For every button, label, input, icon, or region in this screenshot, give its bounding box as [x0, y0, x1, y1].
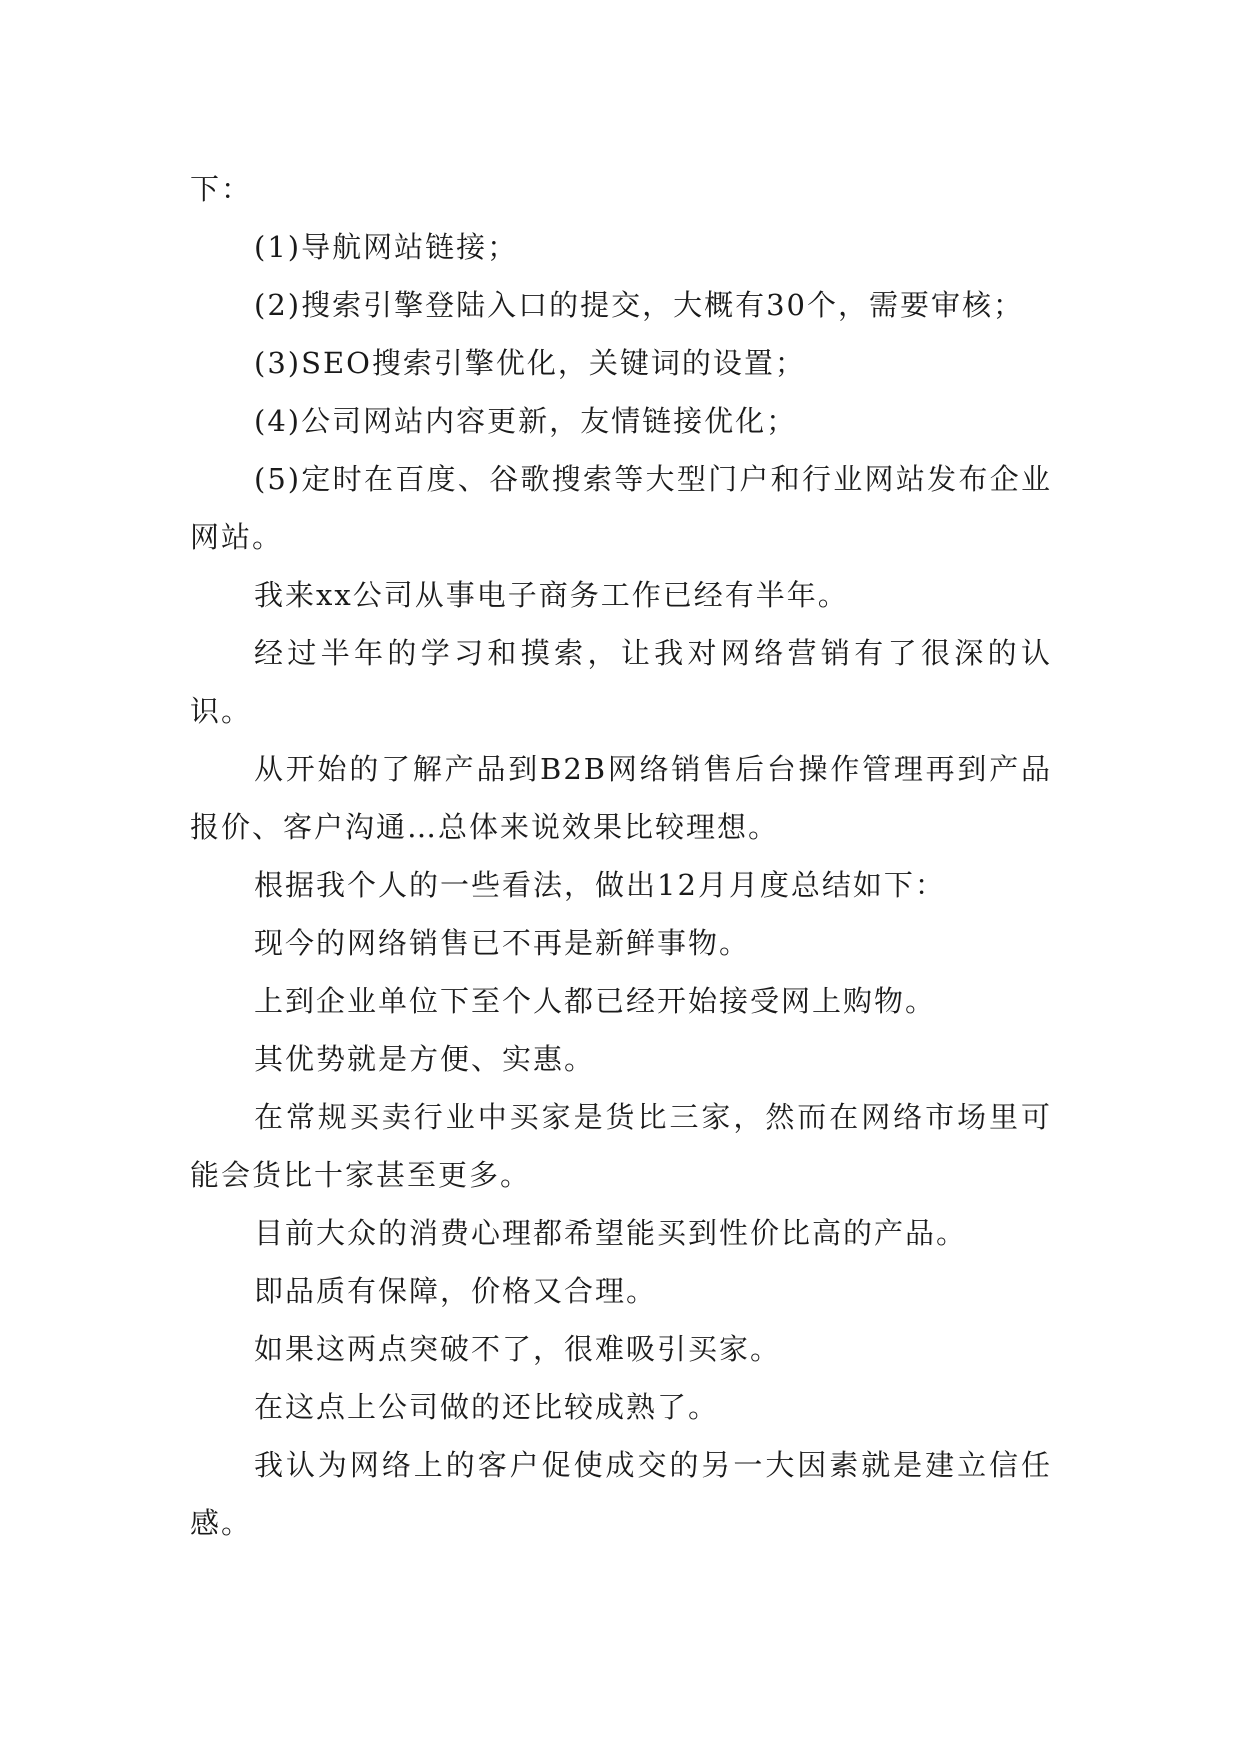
list-item: (3)SEO搜索引擎优化，关键词的设置； [254, 346, 806, 380]
paragraph: 如果这两点突破不了，很难吸引买家。 [254, 1332, 782, 1366]
paragraph: 根据我个人的一些看法，做出12月月度总结如下： [254, 868, 946, 902]
paragraph: 即品质有保障，价格又合理。 [254, 1274, 658, 1308]
paragraph: 我来xx公司从事电子商务工作已经有半年。 [254, 578, 849, 612]
paragraph: 上到企业单位下至个人都已经开始接受网上购物。 [254, 984, 937, 1018]
list-item: (1)导航网站链接； [254, 230, 519, 264]
paragraph: 在这点上公司做的还比较成熟了。 [254, 1390, 720, 1424]
paragraph: 从开始的了解产品到B2B网络销售后台操作管理再到产品报价、客户沟通…总体来说效果比较理想。 [190, 752, 1052, 844]
paragraph: 其优势就是方便、实惠。 [254, 1042, 596, 1076]
paragraph: 现今的网络销售已不再是新鲜事物。 [254, 926, 751, 960]
list-item: (2)搜索引擎登陆入口的提交，大概有30个，需要审核； [254, 288, 1024, 322]
paragraph: 目前大众的消费心理都希望能买到性价比高的产品。 [254, 1216, 968, 1250]
paragraph: 我认为网络上的客户促使成交的另一大因素就是建立信任感。 [190, 1448, 1052, 1540]
paragraph: 经过半年的学习和摸索，让我对网络营销有了很深的认识。 [190, 636, 1052, 728]
paragraph: 在常规买卖行业中买家是货比三家，然而在网络市场里可能会货比十家甚至更多。 [190, 1100, 1052, 1192]
paragraph: 下： [190, 172, 253, 206]
list-item: (4)公司网站内容更新，友情链接优化； [254, 404, 798, 438]
list-item: (5)定时在百度、谷歌搜索等大型门户和行业网站发布企业网站。 [190, 462, 1052, 554]
document-body [190, 160, 1052, 1552]
